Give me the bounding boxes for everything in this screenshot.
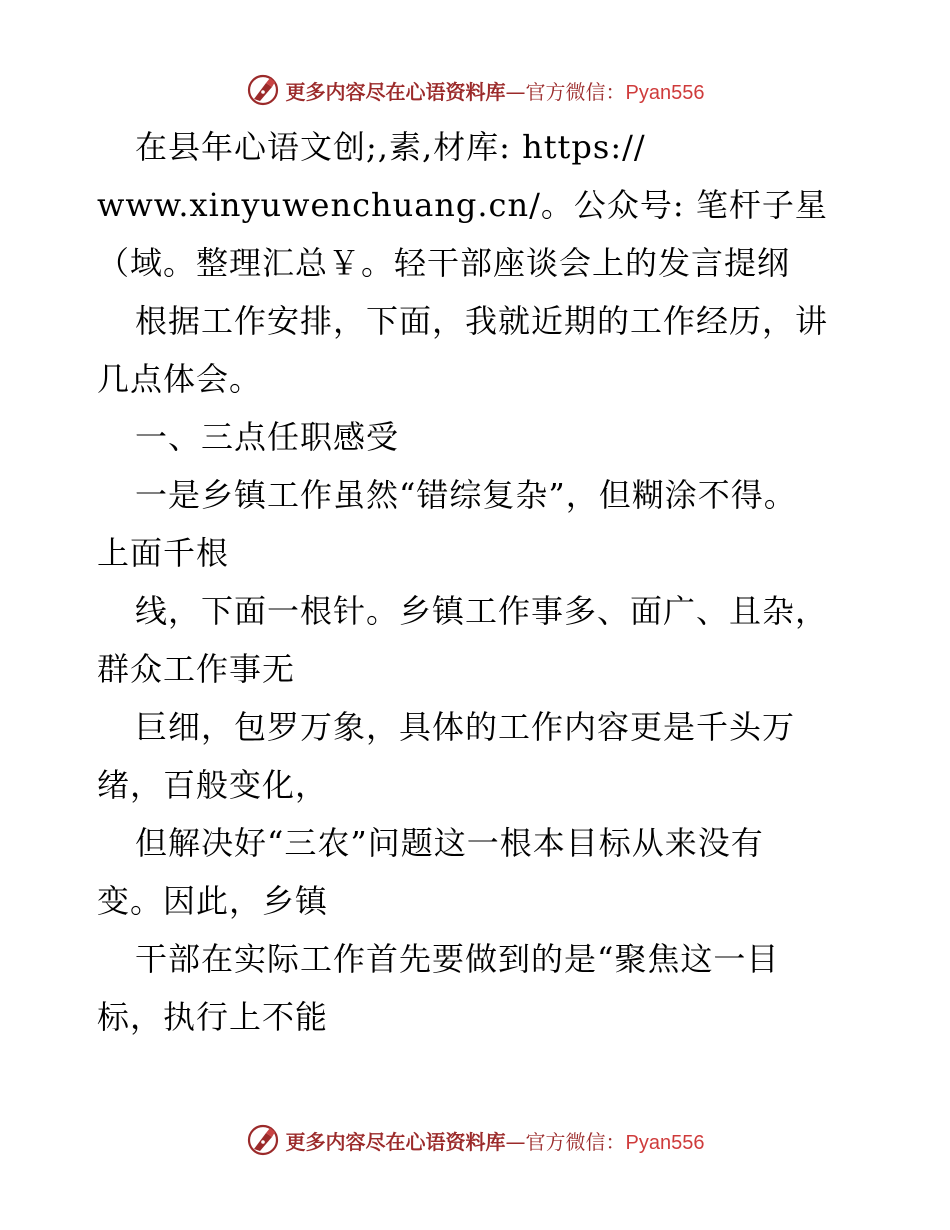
paragraph-line: （域。整理汇总￥。轻干部座谈会上的发言提纲	[97, 244, 791, 282]
paragraph-line: 巨细，包罗万象，具体的工作内容更是千头万	[135, 708, 796, 746]
paragraph-line: 绪，百般变化，	[97, 766, 329, 804]
footer-watermark-banner	[0, 1120, 950, 1160]
banner-text-wechat-id: Pyan556	[625, 1131, 705, 1154]
paragraph-line: 标，执行上不能	[97, 998, 329, 1036]
paragraph-line: 几点体会。	[97, 360, 263, 398]
banner-text	[286, 1126, 705, 1155]
paragraph-line: 一是乡镇工作虽然“错综复杂”，但糊涂不得。	[135, 476, 797, 514]
banner-text-wechat-id: Pyan556	[625, 81, 705, 104]
section-heading: 一、三点任职感受	[135, 418, 400, 456]
paragraph-line: 根据工作安排，下面，我就近期的工作经历，讲	[135, 302, 829, 340]
paragraph-line: 变。因此，乡镇	[97, 882, 329, 920]
paragraph-line: 但解决好“三农”问题这一根本目标从来没有	[135, 824, 764, 862]
pen-nib-logo-icon	[246, 73, 280, 107]
paragraph-line: www.xinyuwenchuang.cn/。公众号: 笔杆子星	[97, 186, 828, 224]
paragraph-line: 群众工作事无	[97, 650, 296, 688]
banner-text	[286, 76, 705, 105]
banner-text-wechat-label: —官方微信：	[505, 79, 626, 104]
paragraph-line: 线，下面一根针。乡镇工作事多、面广、且杂，	[135, 592, 829, 630]
paragraph-line: 干部在实际工作首先要做到的是“聚焦这一目	[135, 940, 780, 978]
paragraph-line: 上面千根	[97, 534, 230, 572]
banner-text-wechat-label: —官方微信：	[505, 1129, 626, 1154]
paragraph-line: 在县年心语文创;,素,材库: https://	[135, 128, 646, 166]
document-body	[97, 118, 877, 1046]
pen-nib-logo-icon	[246, 1123, 280, 1157]
banner-text-primary: 更多内容尽在心语资料库	[285, 1129, 506, 1154]
header-watermark-banner	[0, 70, 950, 110]
banner-text-primary: 更多内容尽在心语资料库	[285, 79, 506, 104]
